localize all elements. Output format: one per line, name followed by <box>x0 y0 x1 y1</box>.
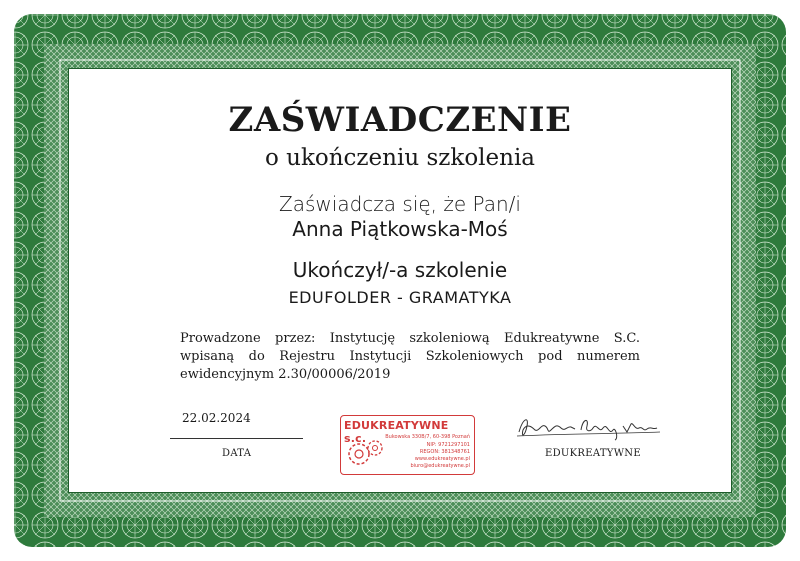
stamp-nip: NIP: 9721297101 <box>426 442 470 448</box>
stamp-website: www.edukreatywne.pl <box>414 456 470 462</box>
stamp-address: Bukowska 330B/7, 60-398 Poznań <box>385 434 470 440</box>
handwritten-signature <box>515 412 665 442</box>
date-value: 22.02.2024 <box>182 411 251 425</box>
course-name: EDUFOLDER - GRAMATYKA <box>288 288 512 307</box>
signature-label: EDUKREATYWNE <box>545 448 641 459</box>
date-underline <box>170 438 303 439</box>
completed-text: Ukończył/-a szkolenie <box>292 258 508 282</box>
stamp-email: biuro@edukreatywne.pl <box>410 463 470 469</box>
company-stamp <box>340 415 475 475</box>
certificate-subtitle: o ukończeniu szkolenia <box>264 145 536 171</box>
participant-name: Anna Piątkowska-Moś <box>292 217 508 241</box>
stamp-company-name: EDUKREATYWNE s.c. <box>344 419 449 445</box>
organizer-description: Prowadzone przez: Instytucję szkoleniową Edukreatywne S.C. wpisaną do Rejestru Instytucji Szkoleniowych pod numerem ewidencyjnym 2.30/00006/2019 <box>180 331 640 382</box>
gear-icon <box>345 436 385 472</box>
certifies-text: Zaświadcza się, że Pan/i <box>279 192 521 216</box>
date-label: DATA <box>222 448 252 459</box>
stamp-regon: REGON: 381348761 <box>419 449 470 455</box>
certificate-title: ZAŚWIADCZENIE <box>228 100 572 140</box>
